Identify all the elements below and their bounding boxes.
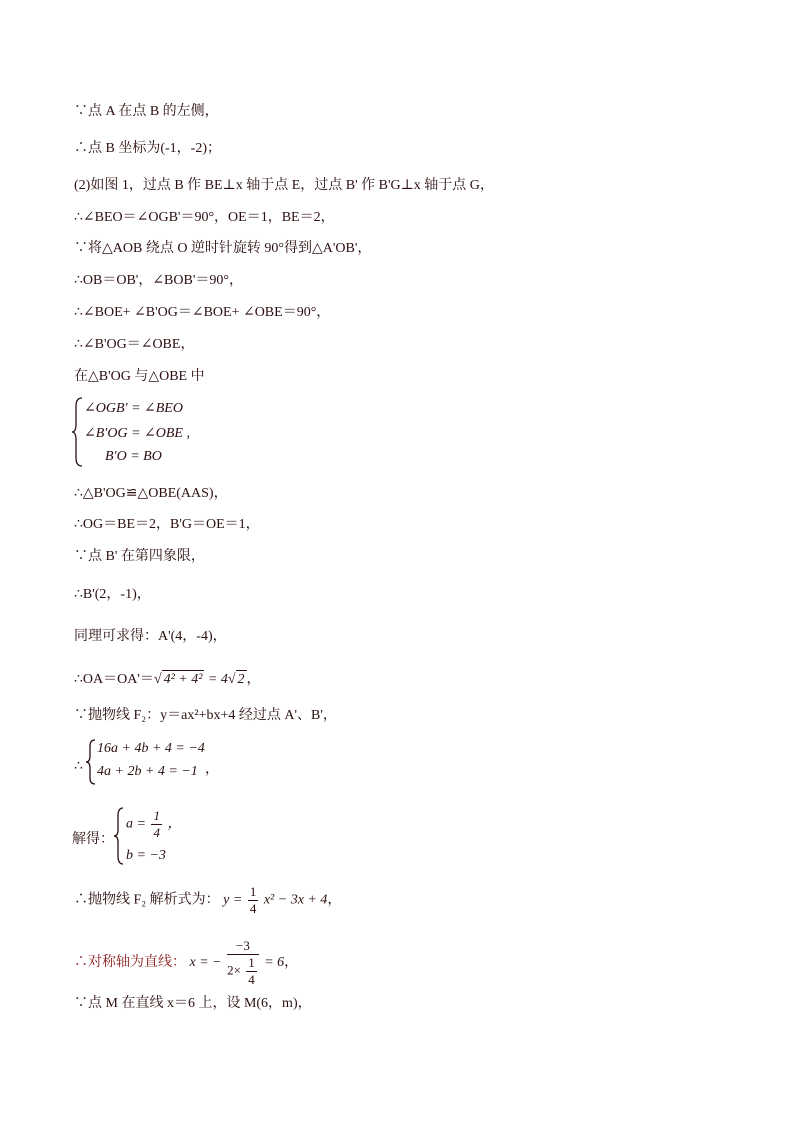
text-fragment: 解得： [72, 832, 114, 847]
numerator: 1 [248, 955, 255, 970]
text-line: (2)如图 1，过点 B 作 BE⊥x 轴于点 E，过点 B' 作 B'G⊥x 轴于点 G， [74, 178, 494, 193]
text-fragment: ∴对称轴为直线： [74, 955, 186, 971]
text-fragment: 2× [227, 962, 241, 978]
radicand: 2 [237, 672, 245, 687]
text-fragment: ， [205, 762, 219, 777]
text-line: ∴OG＝BE＝2，B'G＝OE＝1， [74, 517, 260, 532]
text-fragment: x² − 3x + 4 [263, 892, 328, 908]
text-fragment: = 4 [207, 672, 228, 687]
text-line: ∴OB＝OB'，∠BOB'＝90°， [74, 273, 243, 288]
axis-of-symmetry-line [74, 938, 298, 988]
text-line: ∵点 B' 在第四象限， [74, 549, 205, 564]
denominator [227, 955, 259, 988]
denominator: 4 [153, 825, 160, 840]
left-brace-icon [86, 738, 96, 786]
fraction [248, 884, 259, 917]
fraction [151, 808, 162, 841]
text-fragment: = 6 [264, 955, 285, 971]
system-row: ∠OGB′ = ∠BEO [84, 401, 183, 416]
text-line: 同理可求得：A'(4，-4)， [74, 629, 227, 644]
system-row: 4a + 2b + 4 = −1 [97, 764, 198, 779]
text-line: ∴∠B'OG＝∠OBE， [74, 337, 195, 352]
parabola-expression-line [74, 884, 341, 917]
sqrt-icon: √ [227, 672, 236, 687]
numerator: 1 [249, 884, 257, 899]
left-brace-icon [72, 396, 84, 468]
numerator: 1 [153, 808, 160, 823]
text-line: 在△B'OG 与△OBE 中 [74, 369, 205, 384]
sqrt-icon: √ [153, 672, 162, 687]
text-fragment: ∴OA＝OA'＝ [74, 672, 154, 687]
system-row [126, 808, 181, 841]
text-fragment: a = [126, 816, 146, 832]
fraction [227, 938, 259, 988]
radicand: 4² + 4² [163, 672, 203, 687]
text-line: ∴点 B 坐标为(-1，-2)； [74, 141, 221, 156]
text-line: ∴∠BEO＝∠OGB'＝90°，OE＝1，BE＝2， [74, 210, 335, 225]
system-row: b = −3 [126, 848, 166, 863]
left-brace-icon [114, 806, 124, 866]
system-row: ∠B′OG = ∠OBE , [84, 426, 190, 441]
numerator: −3 [227, 938, 259, 955]
text-fragment: y = [223, 892, 243, 908]
text-fragment: x = − [189, 955, 222, 971]
text-line: ∵点 M 在直线 x＝6 上，设 M(6，m)， [74, 996, 312, 1011]
text-line: ∵将△AOB 绕点 O 逆时针旋转 90°得到△A'OB'， [74, 241, 372, 256]
denominator: 4 [249, 901, 257, 916]
text-fragment: ， [246, 672, 261, 687]
text-fragment: ∴抛物线 F₂ 解析式为： [74, 892, 220, 908]
text-line: ∴∠BOE+ ∠B'OG＝∠BOE+ ∠OBE＝90°， [74, 305, 331, 320]
text-line: ∴B'(2，-1)， [74, 587, 151, 602]
text-fragment: ∴ [74, 759, 83, 774]
text-line: ∵抛物线 F₂：y＝ax²+bx+4 经过点 A'、B'， [74, 708, 337, 723]
text-fragment: ， [167, 816, 182, 832]
text-fragment: ， [327, 892, 342, 908]
fraction [246, 955, 257, 988]
text-line: ∵点 A 在点 B 的左侧， [74, 104, 219, 119]
text-fragment: ， [284, 955, 299, 971]
system-row: B′O = BO [105, 449, 162, 464]
system-row: 16a + 4b + 4 = −4 [97, 741, 205, 756]
text-line: ∴△B'OG≌△OBE(AAS)， [74, 486, 228, 501]
oa-equation-line [74, 670, 261, 689]
denominator: 4 [248, 972, 255, 987]
